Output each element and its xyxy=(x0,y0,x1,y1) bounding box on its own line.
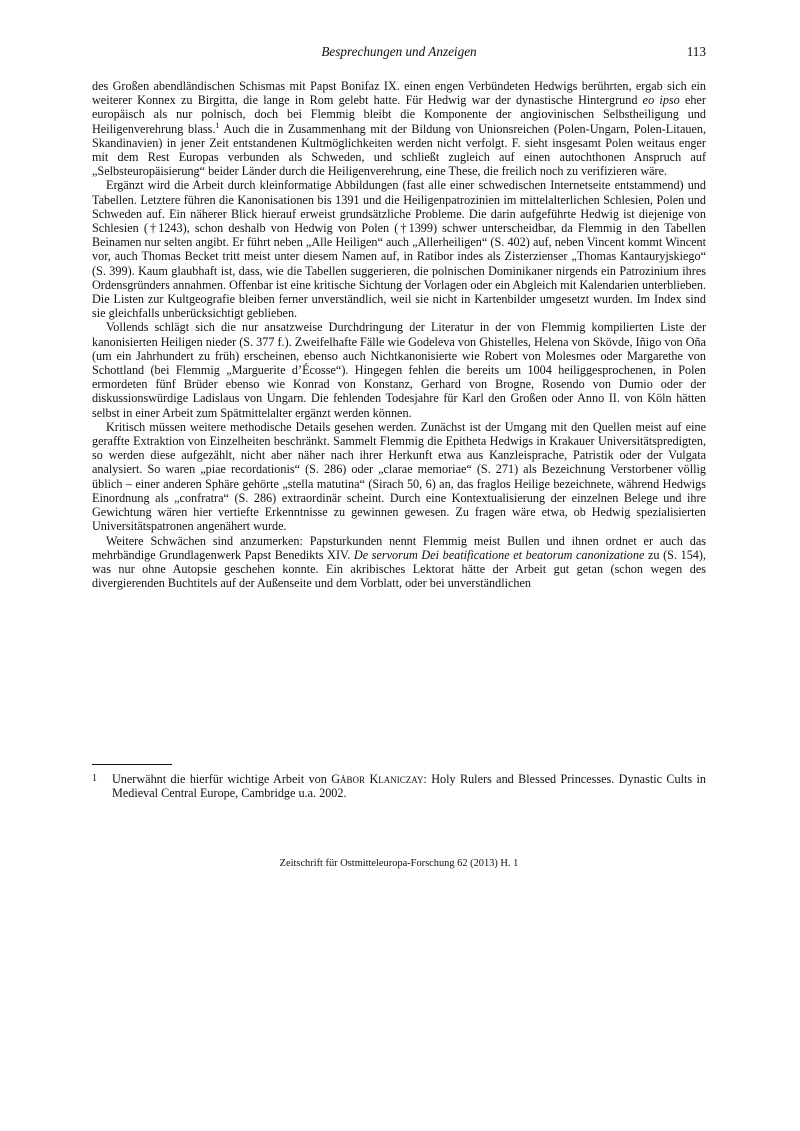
author-name: Gábor Klaniczay xyxy=(331,772,424,786)
body-paragraph xyxy=(92,178,706,320)
text-run: Auch die in Zusammenhang mit der Bildung von Unionsreichen (Polen-Ungarn, Polen-Litauen, Skandinavien) in jener Zeit entstandenen Kultmöglichkeiten werden nicht verfolgt. F. sieht insgesamt Polen weitaus enger mit dem Rest Europas verbunden als Schweden, und schließt zugleich auf einen autochthonen Anspruch auf „Selbsteuropäisierung“ beider Länder durch die Heiligenverehrung, eine These, die freilich noch zu verifizieren wäre. xyxy=(92,121,706,179)
body-paragraph xyxy=(92,79,706,178)
text-run: zu (S. 154), was nur ohne Autopsie geschehen konnte. Ein akribisches Lektorat hätte der Arbeit gut getan (schon wegen des divergierenden Buchtitels auf der Außenseite und dem Vorblatt, oder bei unverständlichen xyxy=(92,547,707,591)
text-run: Ergänzt wird die Arbeit durch kleinformatige Abbildungen (fast alle einer schwedischen Internetseite entstammend) und Tabellen. Letztere führen die Kanonisationen bis 1391 und die Heiligenpatrozinien im mittelalterlichen Schlesien, Polen und Schweden auf. Ein näherer Blick hierauf erweist grundsätzliche Probleme. Die darin aufgeführte Hedwig ist diejenige von Schlesien (†1243), schon deshalb von Hedwig von Polen (†1399) schwer unterscheidbar, da Flemmig in den Tabellen Beinamen nur selten angibt. Er führt neben „Alle Heiligen“ auch „Allerheiligen“ (S. 402) auf, neben Vincent kommt Wincent vor, auch Thomas Becket tritt meist unter diesem Namen auf, in Ratibor indes als Zisterzienser „Thomas Kantauryjskiego“ (S. 399). Kaum glaubhaft ist, dass, wie die Tabellen suggerieren, die polnischen Dominikaner nirgends ein Patrozinium ihres Ordensgründers annahmen. Offenbar ist eine kritische Sichtung der Vorlagen oder ein Abgleich mit Kalendarien unterblieben. Die Listen zur Kultgeografie bleiben ferner unverständlich, weil sie nicht in Kartenbilder umgesetzt wurden. Im Index sind sie gleichfalls unberücksichtigt geblieben. xyxy=(92,178,706,321)
footnote-number: 1 xyxy=(92,773,97,784)
footnote-reference: 1 xyxy=(215,120,220,130)
journal-footer: Zeitschrift für Ostmitteleuropa-Forschung 62 (2013) H. 1 xyxy=(279,858,519,869)
page-number: 113 xyxy=(686,44,706,59)
running-title: Besprechungen und Anzeigen xyxy=(321,44,477,59)
italic-text: De servorum Dei beatificatione et beatorum canonizatione xyxy=(353,547,645,562)
text-run: des Großen abendländischen Schismas mit Papst Bonifaz IX. einen engen Verbündeten Hedwigs berührten, ergab sich ein weiterer Konnex zu Birgitta, die lange in Rom gelebt hatte. Für Hedwig war der dynastische Hintergrund xyxy=(92,79,706,108)
text-run: Kritisch müssen weitere methodische Details gesehen werden. Zunächst ist der Umgang mit den Quellen meist auf eine geraffte Extraktion von Einzelheiten beschränkt. Sammelt Flemmig die Epitheta Hedwigs in Krakauer Universitätspredigten, so werden diese aufgezählt, nicht aber näher nach ihrer Herkunft etwa aus Kanzleisprache, Patristik oder der Vulgata analysiert. So waren „piae recordationis“ (S. 286) oder „clarae memoriae“ (S. 271) als Bezeichnung Verstorbener völlig üblich – einer anderen Sphäre gehörte „stella matutina“ (Sirach 50, 6) an, das fraglos Heilige bezeichnete, während Hedwigs Einordnung als „confratra“ (S. 286) extraordinär scheint. Durch eine Kontextualisierung der einzelnen Belege und ihre Gewichtung wären hier vertiefte Erkenntnisse zu gewinnen gewesen. Zu fragen wäre etwa, ob Hedwig spezialisierten Universitätspatronen angenähert wurde. xyxy=(92,419,706,534)
text-run: : Holy Rulers and Blessed Princesses. Dynastic Cults in Medieval Central Europe, Cambridge u.a. 2002. xyxy=(112,772,706,801)
body-paragraph xyxy=(92,534,706,591)
body-paragraph xyxy=(92,420,706,534)
footnote-divider xyxy=(92,764,172,765)
text-run: Weitere Schwächen sind anzumerken: Papsturkunden nennt Flemmig meist Bullen und ihnen ordnet er auch das mehrbändige Grundlagenwerk Papst Benedikts XIV. xyxy=(92,533,706,562)
text-run: Vollends schlägt sich die nur ansatzweise Durchdringung der Literatur in der von Flemmig kompilierten Liste der kanonisierten Heiligen nieder (S. 377 f.). Zweifelhafte Fälle wie Godeleva von Ghistelles, Helena von Skövde, Iñigo von Oña (um ein Jahrhundert zu früh) erscheinen, ebenso auch Nichtkanonisierte wie Robert von Molesmes oder Margarethe von Schottland (bei Flemmig „Marguerite d’Écosse“). Hingegen fehlen die bereits um 1004 heiliggesprochenen, in Polen ermordeten fünf Brüder ebenso wie Konrad von Konstanz, Gerhard von Brogne, Rosendo von Dumio oder der diskussionswürdige Ladislaus von Ungarn. Die fehlenden Todesjahre für Karl den Großen oder Anno II. von Köln hätten selbst in einer Arbeit zum Spätmittelalter ergänzt werden können. xyxy=(92,320,706,420)
footnote-text xyxy=(92,772,706,801)
italic-text: eo ipso xyxy=(642,93,680,108)
footnote xyxy=(92,772,706,801)
body-text xyxy=(92,79,706,590)
text-run: eher europäisch als nur polnisch, doch bei Flemmig bleibt die Komponente der angiovinischen Selbstheiligung und Heiligenverehrung blass. xyxy=(92,93,706,136)
running-head xyxy=(92,44,706,64)
text-run: Unerwähnt die hierfür wichtige Arbeit von xyxy=(112,772,332,786)
body-paragraph xyxy=(92,320,706,419)
